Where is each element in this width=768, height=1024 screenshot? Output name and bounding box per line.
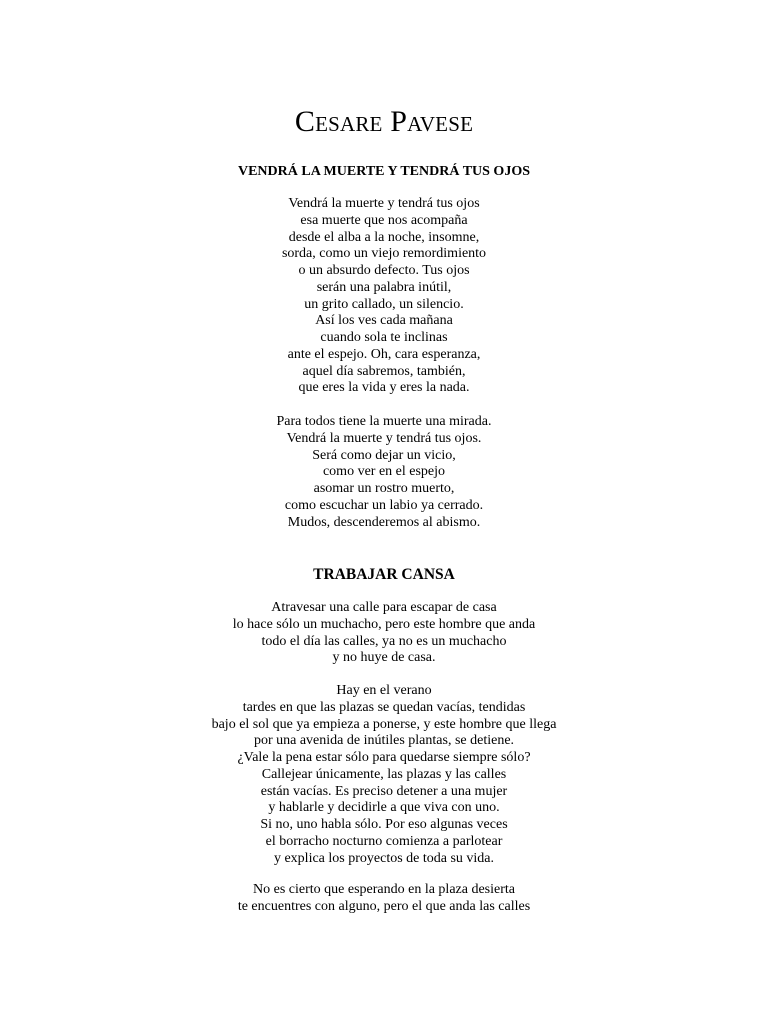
poem-line: Callejear únicamente, las plazas y las calles xyxy=(261,766,507,782)
poem-line: están vacías. Es preciso detener a una mujer xyxy=(260,783,508,799)
poem-line: esa muerte que nos acompaña xyxy=(300,212,468,228)
poem-line: y explica los proyectos de toda su vida. xyxy=(273,850,495,866)
poem-line: Mudos, descenderemos al abismo. xyxy=(287,514,481,530)
poem-line: como ver en el espejo xyxy=(322,464,446,480)
poem-line: Será como dejar un vicio, xyxy=(312,447,456,463)
poem-line: Hay en el verano xyxy=(336,683,432,698)
poem-line: desde el alba a la noche, insomne, xyxy=(288,229,480,245)
poem-line: que eres la vida y eres la nada. xyxy=(298,380,470,396)
poem-line: Vendrá la muerte y tendrá tus ojos. xyxy=(286,430,482,446)
poem-line: bajo el sol que ya empieza a ponerse, y este hombre que llega xyxy=(211,716,557,732)
stanza xyxy=(0,600,768,667)
poem-line: serán una palabra inútil, xyxy=(316,279,452,295)
poem-line: el borracho nocturno comienza a parlotear xyxy=(265,833,503,849)
poem-line: o un absurdo defecto. Tus ojos xyxy=(298,263,470,278)
poem-line: y hablarle y decidirle a que viva con uno. xyxy=(268,800,500,816)
poem-line: cuando sola te inclinas xyxy=(320,330,448,345)
poem-line: ¿Vale la pena estar sólo para quedarse siempre sólo? xyxy=(237,750,531,765)
poem-line: Si no, uno habla sólo. Por eso algunas veces xyxy=(260,817,508,832)
poem-line: Para todos tiene la muerte una mirada. xyxy=(276,414,492,429)
poem-line: todo el día las calles, ya no es un muchacho xyxy=(261,633,507,649)
poem-line: aquel día sabremos, también, xyxy=(302,363,466,379)
poem-line: asomar un rostro muerto, xyxy=(313,481,455,496)
poem-line: ante el espejo. Oh, cara esperanza, xyxy=(287,346,481,362)
stanza xyxy=(0,683,768,867)
poem-line: No es cierto que esperando en la plaza desierta xyxy=(253,882,515,897)
poem-line: te encuentres con alguno, pero el que anda las calles xyxy=(237,898,531,914)
poem-line: y no huye de casa. xyxy=(332,650,436,666)
poem-line: por una avenida de inútiles plantas, se detiene. xyxy=(253,733,515,749)
stanza xyxy=(0,196,768,397)
poem-line: tardes en que las plazas se quedan vacías, tendidas xyxy=(242,699,526,715)
author-heading: Cesare Pavese xyxy=(294,105,474,138)
poem-line: Así los ves cada mañana xyxy=(315,313,453,329)
stanza xyxy=(0,414,768,531)
poem-line: Atravesar una calle para escapar de casa xyxy=(271,600,497,615)
poem-line: un grito callado, un silencio. xyxy=(304,296,464,312)
poem-title: VENDRÁ LA MUERTE Y TENDRÁ TUS OJOS xyxy=(237,164,530,179)
poem-line: Vendrá la muerte y tendrá tus ojos xyxy=(288,196,480,211)
stanza xyxy=(0,882,768,916)
poem-line: sorda, como un viejo remordimiento xyxy=(281,246,487,262)
poem-line: como escuchar un labio ya cerrado. xyxy=(284,497,484,513)
poem-title: TRABAJAR CANSA xyxy=(313,566,455,583)
poem-line: lo hace sólo un muchacho, pero este hombre que anda xyxy=(232,616,536,632)
